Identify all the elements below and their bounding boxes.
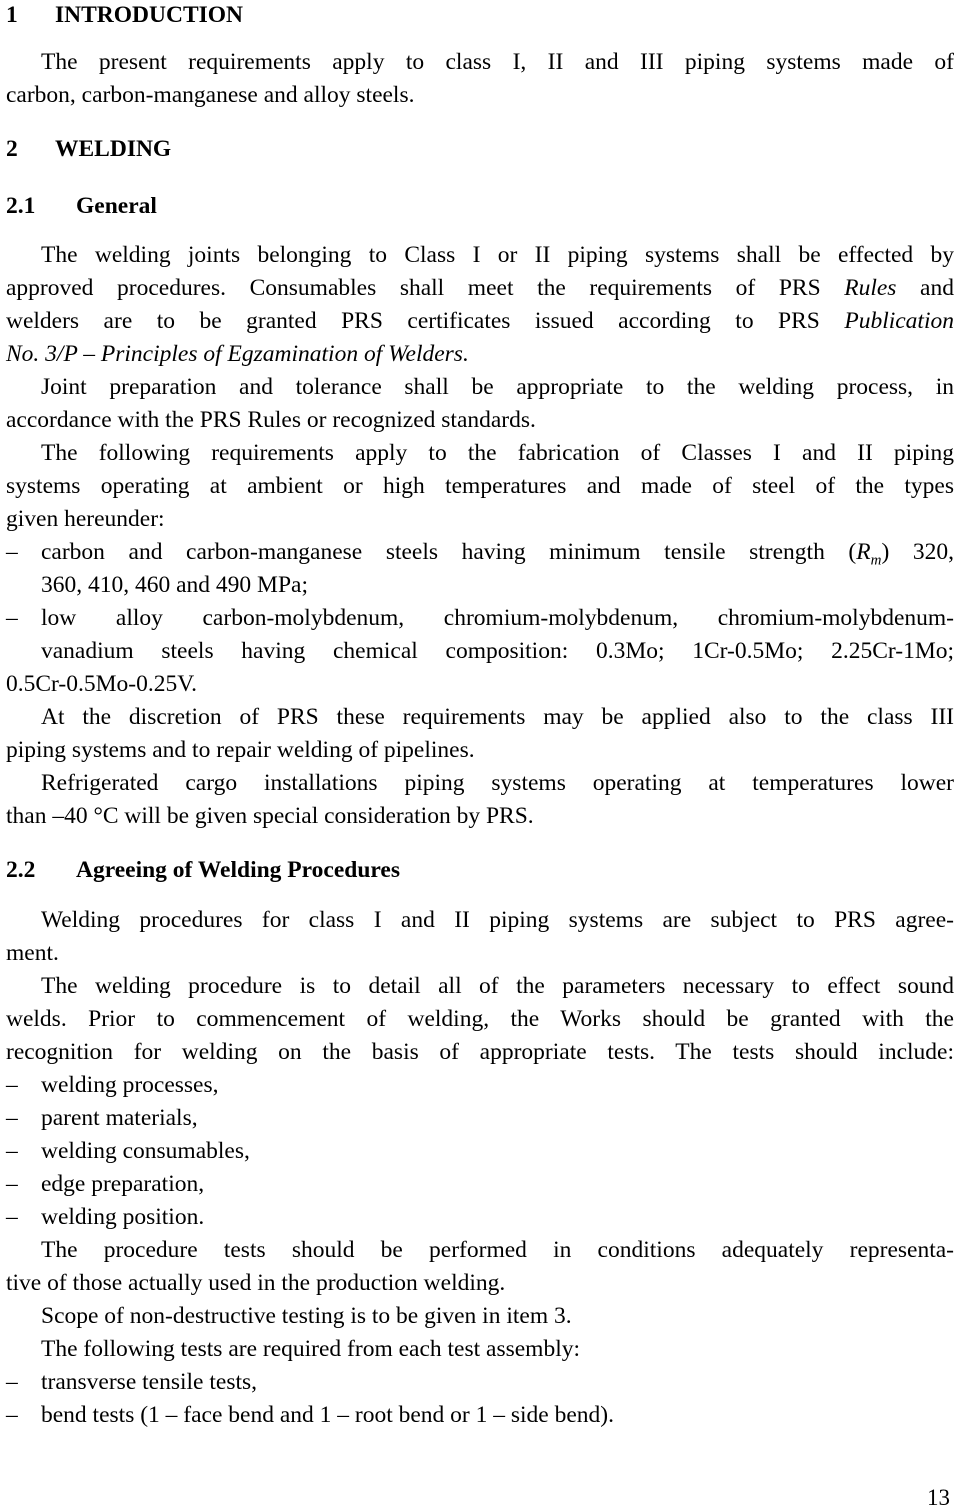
dash-marker: – bbox=[6, 1138, 18, 1164]
section-title: General bbox=[76, 193, 157, 219]
section-1-heading bbox=[6, 0, 954, 30]
text-run: ) 320, bbox=[881, 539, 955, 565]
general-p5-line-2: than –40 °C will be given special consideration by PRS. bbox=[6, 803, 534, 829]
bullet-text: low alloy carbon-molybdenum, chromium-molybdenum, chromium-molybdenum- bbox=[41, 605, 954, 631]
text-run: and bbox=[896, 275, 954, 301]
dash-marker: – bbox=[6, 1171, 18, 1197]
required-test-text: transverse tensile tests, bbox=[41, 1369, 258, 1395]
section-2-2-heading bbox=[6, 855, 954, 885]
dash-marker: – bbox=[6, 1072, 18, 1098]
section-2-1-heading bbox=[6, 191, 954, 221]
text-run: carbon and carbon-manganese steels having minimum tensile strength ( bbox=[41, 539, 857, 565]
test-item-text: parent materials, bbox=[41, 1105, 198, 1131]
general-p1-line-1: The welding joints belonging to Class I or II piping systems shall be effected by bbox=[41, 242, 954, 268]
agreeing-p2-line-1: The welding procedure is to detail all of the parameters necessary to effect sound bbox=[41, 973, 954, 999]
page-number: 13 bbox=[927, 1485, 950, 1510]
dash-marker: – bbox=[6, 1402, 18, 1428]
test-item-text: welding processes, bbox=[41, 1072, 219, 1098]
italic-run: R bbox=[856, 539, 871, 565]
dash-marker: – bbox=[6, 539, 18, 565]
subscript-run: m bbox=[870, 552, 882, 569]
section-title: INTRODUCTION bbox=[55, 2, 244, 28]
dash-marker: – bbox=[6, 1369, 18, 1395]
general-p2-line-1: Joint preparation and tolerance shall be appropriate to the welding process, in bbox=[41, 374, 954, 400]
test-item-text: welding position. bbox=[41, 1204, 205, 1230]
agreeing-p3-line-1: The procedure tests should be performed in conditions adequately representa- bbox=[41, 1237, 954, 1263]
steel-bullet-2-line-3: 0.5Cr-0.5Mo-0.25V. bbox=[6, 671, 198, 697]
intro-line-1: The present requirements apply to class I, II and III piping systems made of bbox=[41, 49, 954, 75]
test-item-text: edge preparation, bbox=[41, 1171, 205, 1197]
agreeing-p5: The following tests are required from each test assembly: bbox=[41, 1336, 581, 1362]
steel-bullet-1-line-2: 360, 410, 460 and 490 MPa; bbox=[41, 572, 308, 598]
agreeing-p2-line-2: welds. Prior to commencement of welding, the Works should be granted with the bbox=[6, 1006, 954, 1032]
dash-marker: – bbox=[6, 1105, 18, 1131]
general-p5-line-1: Refrigerated cargo installations piping systems operating at temperatures lower bbox=[41, 770, 954, 796]
section-title: WELDING bbox=[55, 136, 172, 162]
section-title: Agreeing of Welding Procedures bbox=[76, 857, 400, 883]
general-p3-line-3: given hereunder: bbox=[6, 506, 165, 532]
general-p1-line-2 bbox=[6, 273, 954, 303]
general-p3-line-2: systems operating at ambient or high temperatures and made of steel of the types bbox=[6, 473, 954, 499]
agreeing-p2-line-3: recognition for welding on the basis of appropriate tests. The tests should include: bbox=[6, 1039, 954, 1065]
section-number: 2.2 bbox=[6, 857, 36, 883]
text-run: welders are to be granted PRS certificates issued according to PRS bbox=[6, 308, 845, 334]
required-test-text: bend tests (1 – face bend and 1 – root bend or 1 – side bend). bbox=[41, 1402, 614, 1428]
general-p4-line-1: At the discretion of PRS these requirements may be applied also to the class III bbox=[41, 704, 954, 730]
agreeing-p3-line-2: tive of those actually used in the production welding. bbox=[6, 1270, 506, 1296]
section-number: 1 bbox=[6, 2, 18, 28]
dash-marker: – bbox=[6, 1204, 18, 1230]
agreeing-p1-line-2: ment. bbox=[6, 940, 59, 966]
dash-marker: – bbox=[6, 605, 18, 631]
agreeing-p1-line-1: Welding procedures for class I and II piping systems are subject to PRS agree- bbox=[41, 907, 954, 933]
general-p3-line-1: The following requirements apply to the fabrication of Classes I and II piping bbox=[41, 440, 954, 466]
italic-run: Publication bbox=[844, 308, 954, 334]
steel-bullet-2-line-2: vanadium steels having chemical composition: 0.3Mo; 1Cr-0.5Mo; 2.25Cr-1Mo; bbox=[41, 638, 954, 664]
section-number: 2 bbox=[6, 136, 18, 162]
general-p1-line-4: No. 3/P – Principles of Egzamination of Welders. bbox=[6, 341, 469, 367]
general-p2-line-2: accordance with the PRS Rules or recognized standards. bbox=[6, 407, 536, 433]
italic-run: Rules bbox=[844, 275, 897, 301]
test-item-text: welding consumables, bbox=[41, 1138, 250, 1164]
agreeing-p4: Scope of non-destructive testing is to be given in item 3. bbox=[41, 1303, 572, 1329]
intro-line-2: carbon, carbon-manganese and alloy steels. bbox=[6, 82, 415, 108]
section-number: 2.1 bbox=[6, 193, 36, 219]
general-p4-line-2: piping systems and to repair welding of pipelines. bbox=[6, 737, 475, 763]
general-p1-line-3 bbox=[6, 306, 954, 336]
section-2-heading bbox=[6, 134, 954, 164]
text-run: approved procedures. Consumables shall meet the requirements of PRS bbox=[6, 275, 845, 301]
